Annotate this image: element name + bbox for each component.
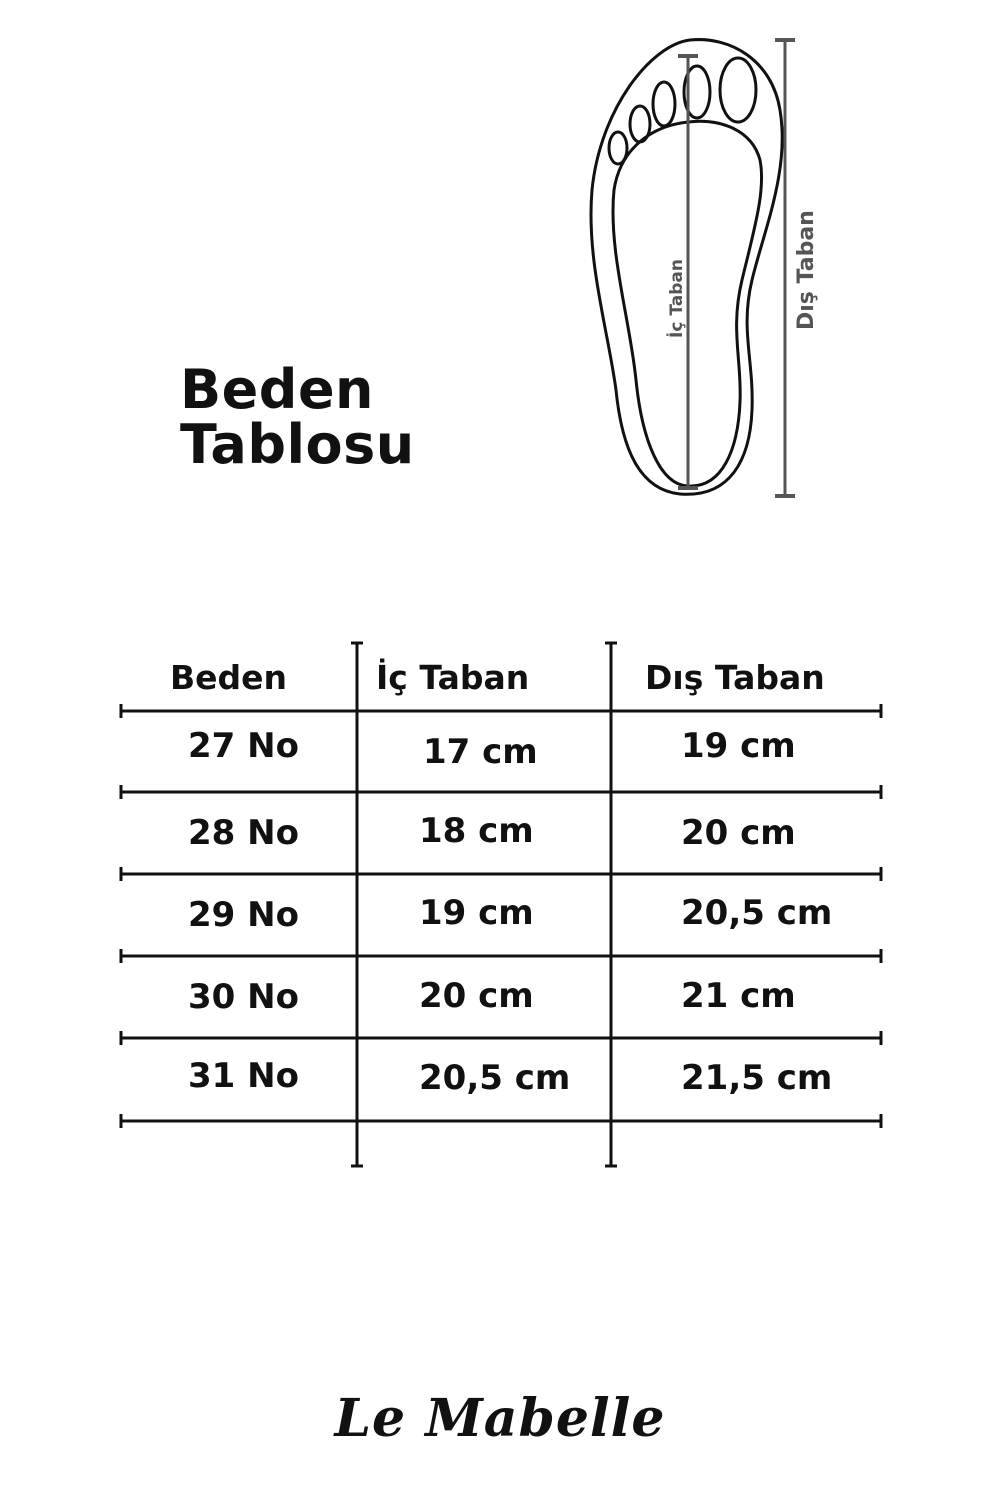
title-line-2: Tablosu <box>180 413 415 476</box>
outer-measure-label: Dış Taban <box>794 210 819 330</box>
row-4-ic-taban: 20 cm <box>419 976 534 1016</box>
title-line-1: Beden <box>180 358 375 421</box>
row-4-beden: 30 No <box>188 977 299 1017</box>
row-2-beden: 28 No <box>188 813 299 853</box>
row-5-beden: 31 No <box>188 1056 299 1096</box>
row-1-ic-taban: 17 cm <box>423 732 538 772</box>
row-2-ic-taban: 18 cm <box>419 811 534 851</box>
header-ic-taban: İç Taban <box>376 658 530 697</box>
header-beden: Beden <box>170 658 288 697</box>
row-5-dis-taban: 21,5 cm <box>681 1058 833 1098</box>
inner-measure-label: İç Taban <box>667 259 687 338</box>
row-3-ic-taban: 19 cm <box>419 893 534 933</box>
row-1-beden: 27 No <box>188 726 299 766</box>
row-2-dis-taban: 20 cm <box>681 813 796 853</box>
row-3-dis-taban: 20,5 cm <box>681 893 833 933</box>
row-5-ic-taban: 20,5 cm <box>419 1058 571 1098</box>
brand-logo: Le Mabelle <box>334 1388 666 1449</box>
row-1-dis-taban: 19 cm <box>681 726 796 766</box>
row-4-dis-taban: 21 cm <box>681 976 796 1016</box>
header-dis-taban: Dış Taban <box>645 658 825 697</box>
row-3-beden: 29 No <box>188 895 299 935</box>
